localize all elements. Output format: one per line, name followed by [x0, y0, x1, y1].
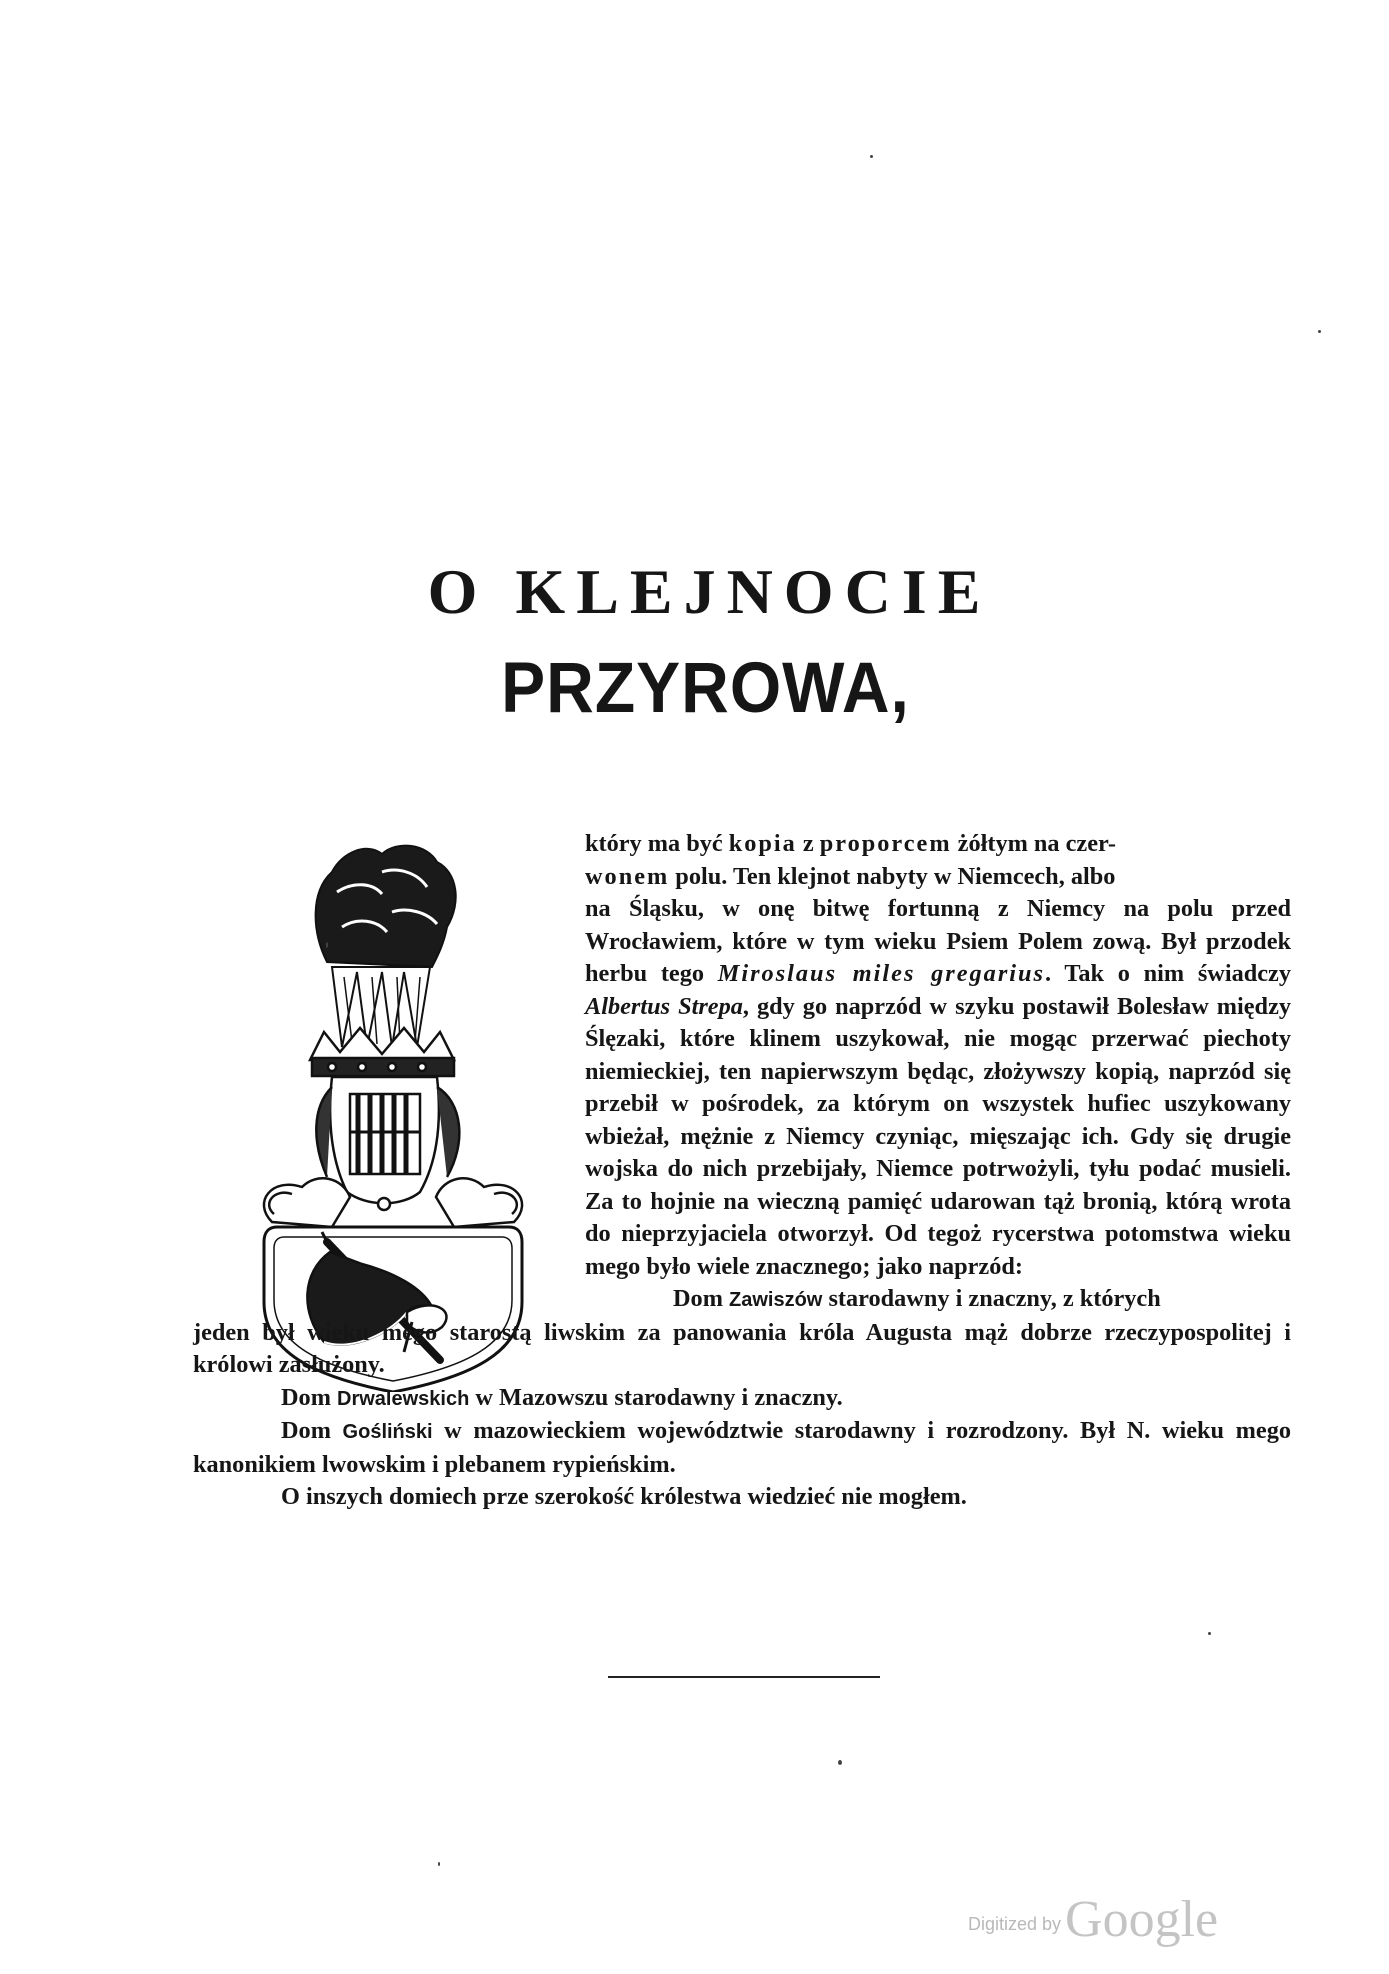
scan-speck [326, 942, 328, 948]
scan-speck [438, 1862, 440, 1866]
paragraph-drwalewski: Dom Drwalewskich w Mazowszu starodawny i znaczny. [281, 1383, 843, 1411]
paragraph-zawisza-start: Dom Zawiszów starodawny i znaczny, z których [673, 1285, 1161, 1312]
digitized-credit [968, 1890, 1268, 1950]
body-text [193, 828, 1291, 1514]
latin-name: Miroslaus miles gregarius [717, 960, 1045, 987]
title-line-1: O KLEJNOCIE [427, 556, 992, 627]
digitized-by-text: Digitized by [968, 1914, 1062, 1934]
google-logo: Google [1065, 1891, 1219, 1948]
scan-speck [1318, 330, 1321, 333]
scan-speck [870, 155, 873, 158]
scan-speck [838, 1760, 842, 1765]
paragraph-goslinski: Dom Gośliński w mazowieckiem województwie starodawny i rozrodzony. Był N. wieku mego kanonikiem lwowskim i plebanem rypieńskim. [193, 1417, 1291, 1478]
text-line: który ma być kopia z proporcem żółtym na czer- [585, 830, 1116, 857]
paragraph-main: na Śląsku, w onę bitwę fortunną z Niemcy na polu przed Wrocławiem, które w tym wieku Psiem Polem zową. Był przodek herbu tego Miroslaus miles gregarius. Tak o nim świadczy Albertus Strepa, gdy go naprzód w szyku postawił Bolesław między Ślęzaki, które klinem uszykował, nie mogąc przerwać piechoty niemieckiej, ten napierwszym będąc, złożywszy kopią, naprzód się przebił w pośrodek, za którym on wszystek hufiec uszykowany wbieżał, mężnie z Niemcy czyniąc, mięszając ich. Gdy się drugie wojska do nich przebijały, Niemce potrwożyli, tyłu podać musieli. Za to hojnie na wieczną pamięć udarowan tąż bronią, którą wrota do nieprzyjaciela otworzył. Od tegoż rycerstwa potomstwa wieku mego było wiele znacznego; jako naprzód: [585, 895, 1291, 1280]
scan-speck [1208, 1632, 1211, 1635]
paragraph-closing: O inszych domiech prze szerokość królestwa wiedzieć nie mogłem. [281, 1483, 967, 1510]
column-text-beside-crest [585, 828, 1291, 1317]
full-width-text [193, 1317, 1291, 1514]
paragraph-zawisza-cont: jeden był wieku mego starostą liwskim za panowania króla Augusta mąż dobrze rzeczypospolitej i królowi zasłużony. [193, 1318, 1291, 1378]
closing-rule [608, 1676, 880, 1678]
author-name: Albertus Strepa [585, 992, 743, 1020]
title-line-2: PRZYROWA, [501, 647, 910, 727]
text-line: wonem polu. Ten klejnot nabyty w Niemcech, albo [585, 862, 1116, 890]
